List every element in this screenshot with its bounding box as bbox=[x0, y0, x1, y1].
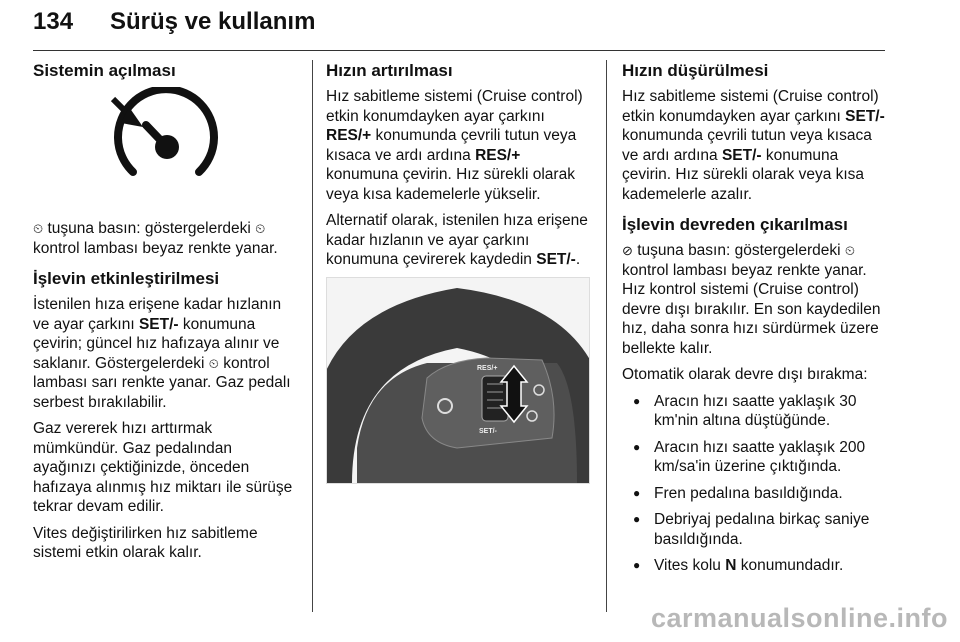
list-item: ● Vites kolu N konumundadır. bbox=[622, 556, 888, 576]
cruise-control-icon: ⏲ bbox=[844, 243, 856, 258]
heading-activation: İşlevin etkinleştirilmesi bbox=[33, 269, 220, 288]
cruise-control-illustration bbox=[33, 87, 298, 199]
cruise-control-icon: ⏲ bbox=[208, 355, 219, 371]
paragraph-accelerate: Gaz vererek hızı arttırmak mümkündür. Gaz pedalından ayağınızı çektiğinizde, önceden hafızaya alınmış hız miktarı ile sürüşe tekrar devam edilir. bbox=[33, 420, 293, 515]
heading-deactivation: İşlevin devreden çıkarılması bbox=[622, 215, 848, 234]
heading-speed-increase: Hızın artırılması bbox=[326, 61, 453, 80]
watermark: carmanualsonline.info bbox=[650, 603, 948, 633]
list-item: ● Aracın hızı saatte yaklaşık 30 km'nin altına düştüğünde. bbox=[622, 392, 888, 431]
paragraph-alternative: Alternatif olarak, istenilen hıza erişene kadar hızlanın ve ayar çarkını konumuna çevirerek kaydedin SET/-. bbox=[326, 212, 588, 268]
list-item: ● Fren pedalına basıldığında. bbox=[622, 484, 888, 504]
steering-wheel-image bbox=[327, 278, 589, 483]
paragraph-increase: Hız sabitleme sistemi (Cruise control) etkin konumdayken ayar çarkını RES/+ konumunda çevrili tutun veya kısaca ve ardı ardına RES/+ konumuna çevirin. Hız sürekli olarak veya kısa kademelerle yükselir. bbox=[326, 88, 583, 203]
cruise-control-icon bbox=[33, 87, 298, 199]
photo-res-label: RES/+ bbox=[477, 364, 498, 372]
column-divider-1 bbox=[312, 60, 313, 612]
column-1 bbox=[33, 60, 298, 570]
paragraph-activation: İstenilen hıza erişene kadar hızlanın ve ayar çarkını SET/- konumuna çevirin; güncel hız hafızaya alınır ve saklanır. Göstergelerdeki ⏲ kontrol lambası sarı renkte yanar. Gaz pedalı serbest bırakılabilir. bbox=[33, 296, 291, 411]
paragraph-gear-change: Vites değiştirilirken hız sabitleme sistemi etkin olarak kalır. bbox=[33, 524, 258, 561]
list-item: ● Aracın hızı saatte yaklaşık 200 km/sa'in üzerine çıktığında. bbox=[622, 438, 888, 477]
steering-wheel-photo bbox=[326, 277, 590, 484]
column-divider-2 bbox=[606, 60, 607, 612]
cruise-control-off-icon: ⊘ bbox=[622, 243, 633, 258]
page-header bbox=[33, 0, 885, 51]
photo-set-label: SET/- bbox=[479, 427, 497, 435]
paragraph-turn-on: ⏲ tuşuna basın: göstergelerdeki ⏲ kontrol lambası beyaz renkte yanar. bbox=[33, 220, 278, 257]
cruise-control-icon: ⏲ bbox=[33, 221, 44, 236]
paragraph-auto-off: Otomatik olarak devre dışı bırakma: bbox=[622, 366, 868, 383]
page-number: 134 bbox=[33, 8, 74, 35]
column-3 bbox=[622, 60, 888, 583]
column-2 bbox=[326, 60, 593, 484]
paragraph-decrease: Hız sabitleme sistemi (Cruise control) etkin konumdayken ayar çarkını SET/- konumunda çevrili tutun veya kısaca ve ardı ardına SET/- konumuna çevirin. Hız sürekli olarak veya kısa kademelerle azalır. bbox=[622, 88, 885, 203]
cruise-control-icon: ⏲ bbox=[255, 221, 266, 236]
heading-system-on: Sistemin açılması bbox=[33, 61, 176, 80]
list-item: ● Debriyaj pedalına birkaç saniye basıldığında. bbox=[622, 510, 888, 549]
auto-off-list bbox=[622, 392, 888, 576]
paragraph-deactivation: ⊘ tuşuna basın: göstergelerdeki ⏲ kontrol lambası beyaz renkte yanar. Hız kontrol sistemi (Cruise control) devre dışı bırakılır. En son kaydedilen hız, daha sonra hızı sürdürmek üzere bellekte kalır. bbox=[622, 242, 881, 357]
section-title: Sürüş ve kullanım bbox=[110, 8, 316, 35]
heading-speed-decrease: Hızın düşürülmesi bbox=[622, 61, 769, 80]
